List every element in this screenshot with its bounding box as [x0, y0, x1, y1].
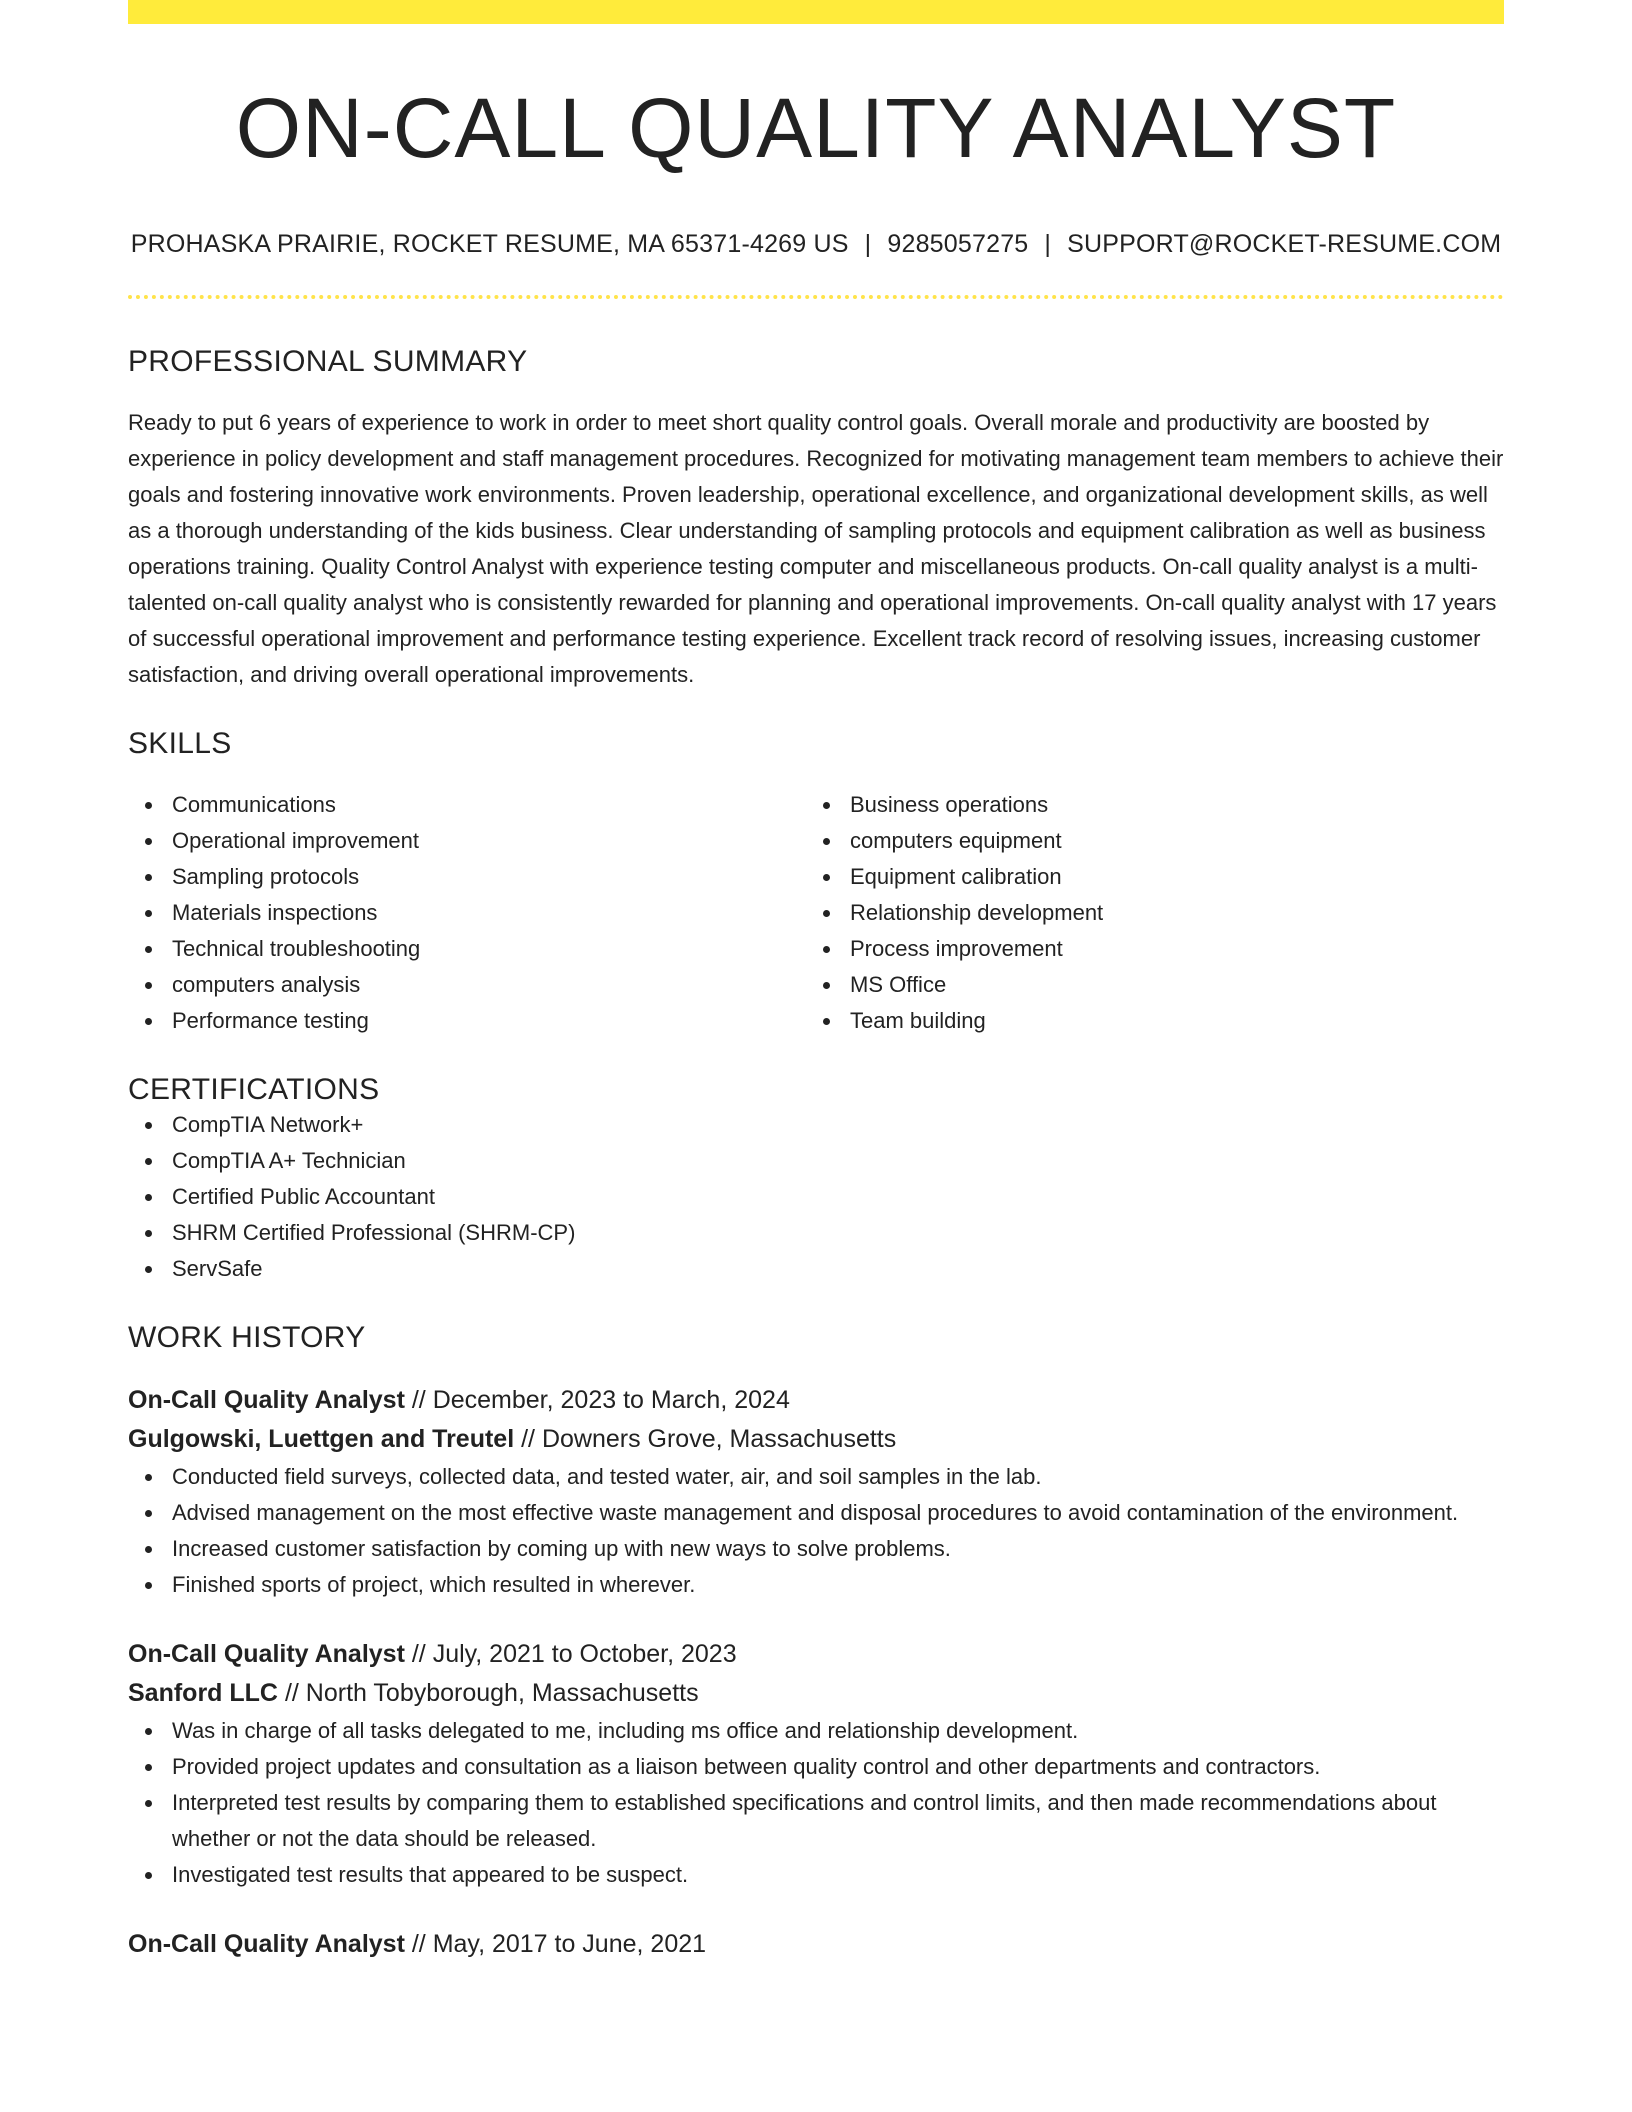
- resume-title: ON-CALL QUALITY ANALYST: [235, 81, 1397, 175]
- skill-item: Process improvement: [806, 931, 1484, 967]
- job-bullet: Advised management on the most effective waste management and disposal procedures to avoid contamination of the environment.: [128, 1495, 1504, 1531]
- job-company-line: [128, 1420, 1504, 1459]
- skill-item: Team building: [806, 1003, 1484, 1039]
- job-bullet: Interpreted test results by comparing them to established specifications and control limits, and then made recommendations about whether or not the data should be released.: [128, 1785, 1504, 1857]
- contact-separator: |: [1044, 230, 1052, 259]
- job-bullet-list: [128, 1713, 1504, 1893]
- skills-grid: [128, 787, 1504, 1039]
- skill-item: Business operations: [806, 787, 1484, 823]
- contact-email: SUPPORT@ROCKET-RESUME.COM: [1067, 230, 1502, 259]
- skill-item: Sampling protocols: [128, 859, 806, 895]
- skill-item: Equipment calibration: [806, 859, 1484, 895]
- job-bullet: Finished sports of project, which resulted in wherever.: [128, 1567, 1504, 1603]
- job-role: On-Call Quality Analyst: [128, 1640, 405, 1669]
- certification-item: CompTIA A+ Technician: [128, 1143, 1504, 1179]
- job-company: Gulgowski, Luettgen and Treutel: [128, 1425, 515, 1454]
- skill-item: Operational improvement: [128, 823, 806, 859]
- skill-item: Materials inspections: [128, 895, 806, 931]
- skills-list-left: [128, 787, 806, 1039]
- job-bullet: Increased customer satisfaction by coming up with new ways to solve problems.: [128, 1531, 1504, 1567]
- skill-item: Relationship development: [806, 895, 1484, 931]
- job-bullet: Investigated test results that appeared to be suspect.: [128, 1857, 1504, 1893]
- dotted-divider: [128, 295, 1504, 299]
- work-history-heading: WORK HISTORY: [128, 1321, 366, 1355]
- job-location: // Downers Grove, Massachusetts: [514, 1425, 897, 1454]
- certifications-heading: CERTIFICATIONS: [128, 1073, 380, 1107]
- job-title-line: [128, 1381, 1504, 1420]
- skills-heading: SKILLS: [128, 727, 232, 761]
- certifications-list: [128, 1107, 1504, 1287]
- contact-phone: 9285057275: [887, 230, 1029, 259]
- skill-item: Performance testing: [128, 1003, 806, 1039]
- job-bullet: Conducted field surveys, collected data, and tested water, air, and soil samples in the lab.: [128, 1459, 1504, 1495]
- job-location: // North Tobyborough, Massachusetts: [278, 1679, 699, 1708]
- contact-separator: |: [864, 230, 872, 259]
- skill-item: Communications: [128, 787, 806, 823]
- certification-item: CompTIA Network+: [128, 1107, 1504, 1143]
- skills-column-right: [806, 787, 1484, 1039]
- contact-line: [128, 230, 1504, 259]
- job-bullet: Provided project updates and consultation as a liaison between quality control and other departments and contractors.: [128, 1749, 1504, 1785]
- skills-list-right: [806, 787, 1484, 1039]
- job-bullet: Was in charge of all tasks delegated to me, including ms office and relationship development.: [128, 1713, 1504, 1749]
- contact-address: PROHASKA PRAIRIE, ROCKET RESUME, MA 65371-4269 US: [130, 230, 849, 259]
- summary-heading: PROFESSIONAL SUMMARY: [128, 345, 528, 379]
- job-title-line: [128, 1635, 1504, 1674]
- accent-top-bar: [128, 0, 1504, 24]
- job-company: Sanford LLC: [128, 1679, 278, 1708]
- job-role: On-Call Quality Analyst: [128, 1386, 405, 1415]
- skills-column-left: [128, 787, 806, 1039]
- skill-item: computers analysis: [128, 967, 806, 1003]
- job-title-line: [128, 1925, 1504, 1964]
- skill-item: computers equipment: [806, 823, 1484, 859]
- job-entry: [128, 1381, 1504, 1603]
- certification-item: Certified Public Accountant: [128, 1179, 1504, 1215]
- certification-item: SHRM Certified Professional (SHRM-CP): [128, 1215, 1504, 1251]
- job-entry: [128, 1635, 1504, 1893]
- certification-item: ServSafe: [128, 1251, 1504, 1287]
- resume-page: [128, 0, 1504, 1964]
- job-entry: [128, 1925, 1504, 1964]
- job-dates: // July, 2021 to October, 2023: [404, 1640, 737, 1669]
- job-bullet-list: [128, 1459, 1504, 1603]
- job-dates: // May, 2017 to June, 2021: [404, 1930, 707, 1959]
- skill-item: MS Office: [806, 967, 1484, 1003]
- skill-item: Technical troubleshooting: [128, 931, 806, 967]
- job-company-line: [128, 1674, 1504, 1713]
- job-dates: // December, 2023 to March, 2024: [404, 1386, 790, 1415]
- job-role: On-Call Quality Analyst: [128, 1930, 405, 1959]
- summary-text: Ready to put 6 years of experience to work in order to meet short quality control goals. Overall morale and productivity are boosted by experience in policy development and staff management procedures. Recognized for motivating management team members to achieve their goals and fostering innovative work environments. Proven leadership, operational excellence, and organizational development skills, as well as a thorough understanding of the kids business. Clear understanding of sampling protocols and equipment calibration as well as business operations training. Quality Control Analyst with experience testing computer and miscellaneous products. On-call quality analyst is a multi-talented on-call quality analyst who is consistently rewarded for planning and operational improvements. On-call quality analyst with 17 years of successful operational improvement and performance testing experience. Excellent track record of resolving issues, increasing customer satisfaction, and driving overall operational improvements.: [128, 410, 1504, 688]
